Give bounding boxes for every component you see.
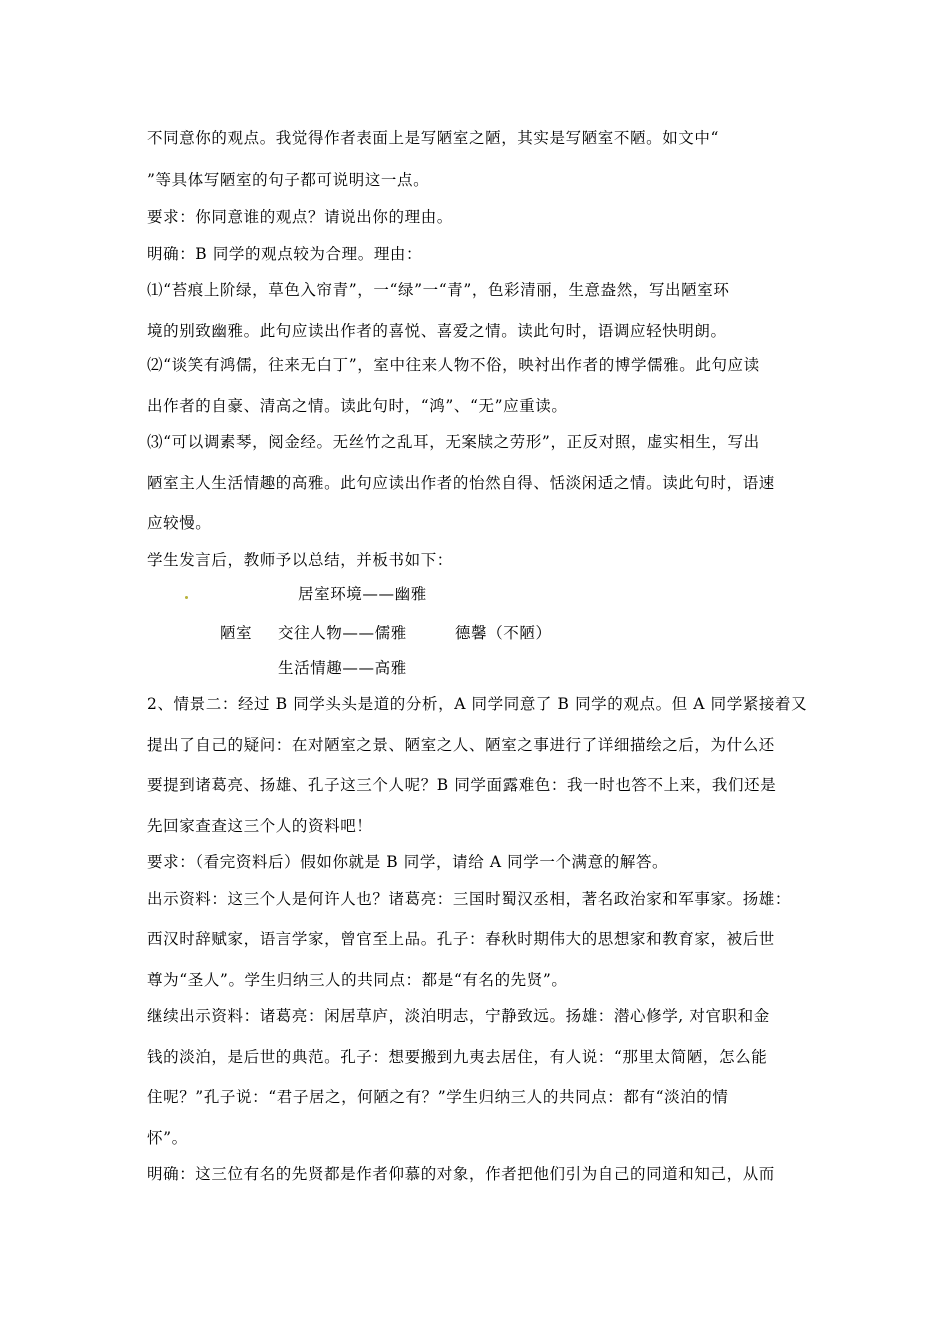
text-line: ⑵“谈笑有鸿儒，往来无白丁”，室中往来人物不俗，映衬出作者的博学儒雅。此句应读 <box>147 356 760 374</box>
text-line: 要求：（看完资料后）假如你就是 B 同学，请给 A 同学一个满意的解答。 <box>147 853 669 871</box>
text-line: 继续出示资料：诸葛亮：闲居草庐，淡泊明志，宁静致远。扬雄：潜心修学, 对官职和金 <box>147 1007 770 1025</box>
text-line: 西汉时辞赋家，语言学家，曾官至上品。孔子：春秋时期伟大的思想家和教育家，被后世 <box>147 930 775 948</box>
text-line: 出作者的自豪、清高之情。读此句时，“鸿”、“无”应重读。 <box>147 397 568 415</box>
text-line: 先回家查查这三个人的资料吧！ <box>147 817 373 835</box>
text-line: 陋室主人生活情趣的高雅。此句应读出作者的怡然自得、恬淡闲适之情。读此句时，语速 <box>147 474 775 492</box>
text-line: 不同意你的观点。我觉得作者表面上是写陋室之陋，其实是写陋室不陋。如文中“ <box>147 129 720 147</box>
text-line: 要提到诸葛亮、扬雄、孔子这三个人呢？B 同学面露难色：我一时也答不上来，我们还是 <box>147 776 777 794</box>
text-line: 明确：B 同学的观点较为合理。理由： <box>147 245 423 263</box>
board-bottom: 生活情趣——高雅 <box>278 659 407 677</box>
text-line: 要求：你同意谁的观点？请说出你的理由。 <box>147 208 453 226</box>
text-line: 应较慢。 <box>147 514 212 532</box>
text-line: 2、情景二：经过 B 同学头头是道的分析，A 同学同意了 B 同学的观点。但 A 同学紧接着又 <box>147 695 808 713</box>
text-line: ⑴“苔痕上阶绿，草色入帘青”，一“绿”一“青”，色彩清丽，生意盎然，写出陋室环 <box>147 281 730 299</box>
board-top: 居室环境——幽雅 <box>298 585 427 603</box>
text-line: 出示资料：这三个人是何许人也？诸葛亮：三国时蜀汉丞相，著名政治家和军事家。扬雄： <box>147 890 792 908</box>
text-line: 提出了自己的疑问：在对陋室之景、陋室之人、陋室之事进行了详细描绘之后，为什么还 <box>147 736 775 754</box>
mark-dot <box>185 596 188 599</box>
board-middle: 交往人物——儒雅 <box>278 624 407 642</box>
text-line: 钱的淡泊，是后世的典范。孔子：想要搬到九夷去居住，有人说：“那里太简陋，怎么能 <box>147 1048 768 1066</box>
board-right: 德馨（不陋） <box>455 624 552 642</box>
text-line: 怀”。 <box>147 1129 188 1147</box>
board-left: 陋室 <box>220 624 253 642</box>
text-line: ⑶“可以调素琴，阅金经。无丝竹之乱耳，无案牍之劳形”，正反对照，虚实相生，写出 <box>147 433 760 451</box>
text-line: 境的别致幽雅。此句应读出作者的喜悦、喜爱之情。读此句时，语调应轻快明朗。 <box>147 322 727 340</box>
text-line: 尊为“圣人”。学生归纳三人的共同点：都是“有名的先贤”。 <box>147 971 568 989</box>
text-line: 明确：这三位有名的先贤都是作者仰慕的对象，作者把他们引为自己的同道和知己，从而 <box>147 1165 775 1183</box>
text-line: 住呢？”孔子说：“君子居之，何陋之有？”学生归纳三人的共同点：都有“淡泊的情 <box>147 1088 729 1106</box>
text-line: 学生发言后，教师予以总结，并板书如下： <box>147 551 453 569</box>
text-line: ”等具体写陋室的句子都可说明这一点。 <box>147 171 430 189</box>
